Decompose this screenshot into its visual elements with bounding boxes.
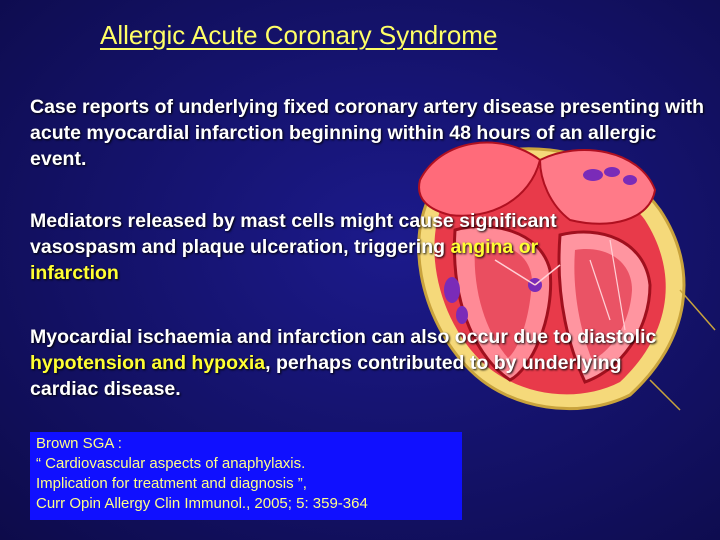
highlight-angina-infarction: angina or infarction	[30, 236, 539, 284]
reference-title-line-2: Implication for treatment and diagnosis ”,	[36, 475, 307, 492]
reference-title-line-1: “ Cardiovascular aspects of anaphylaxis.	[36, 455, 306, 472]
paragraph-mediators-text: Mediators released by mast cells might cause significant vasospasm and plaque ulceration, triggering	[30, 210, 557, 258]
reference-author: Brown SGA :	[36, 435, 122, 452]
paragraph-ischaemia	[30, 324, 680, 402]
paragraph-ischaemia-text-1: Myocardial ischaemia and infarction can also occur due to diastolic	[30, 326, 657, 348]
slide-title: Allergic Acute Coronary Syndrome	[100, 20, 498, 50]
paragraph-ischaemia-text-2: , perhaps contributed to by underlying cardiac disease.	[30, 352, 622, 400]
paragraph-mediators	[30, 208, 590, 286]
reference-box	[30, 432, 462, 520]
highlight-hypotension-hypoxia: hypotension and hypoxia	[30, 352, 266, 374]
reference-citation: Curr Opin Allergy Clin Immunol., 2005; 5: 359-364	[36, 495, 368, 512]
paragraph-case-reports: Case reports of underlying fixed coronary artery disease presenting with acute myocardial infarction beginning within 48 hours of an allergic event.	[30, 96, 705, 170]
